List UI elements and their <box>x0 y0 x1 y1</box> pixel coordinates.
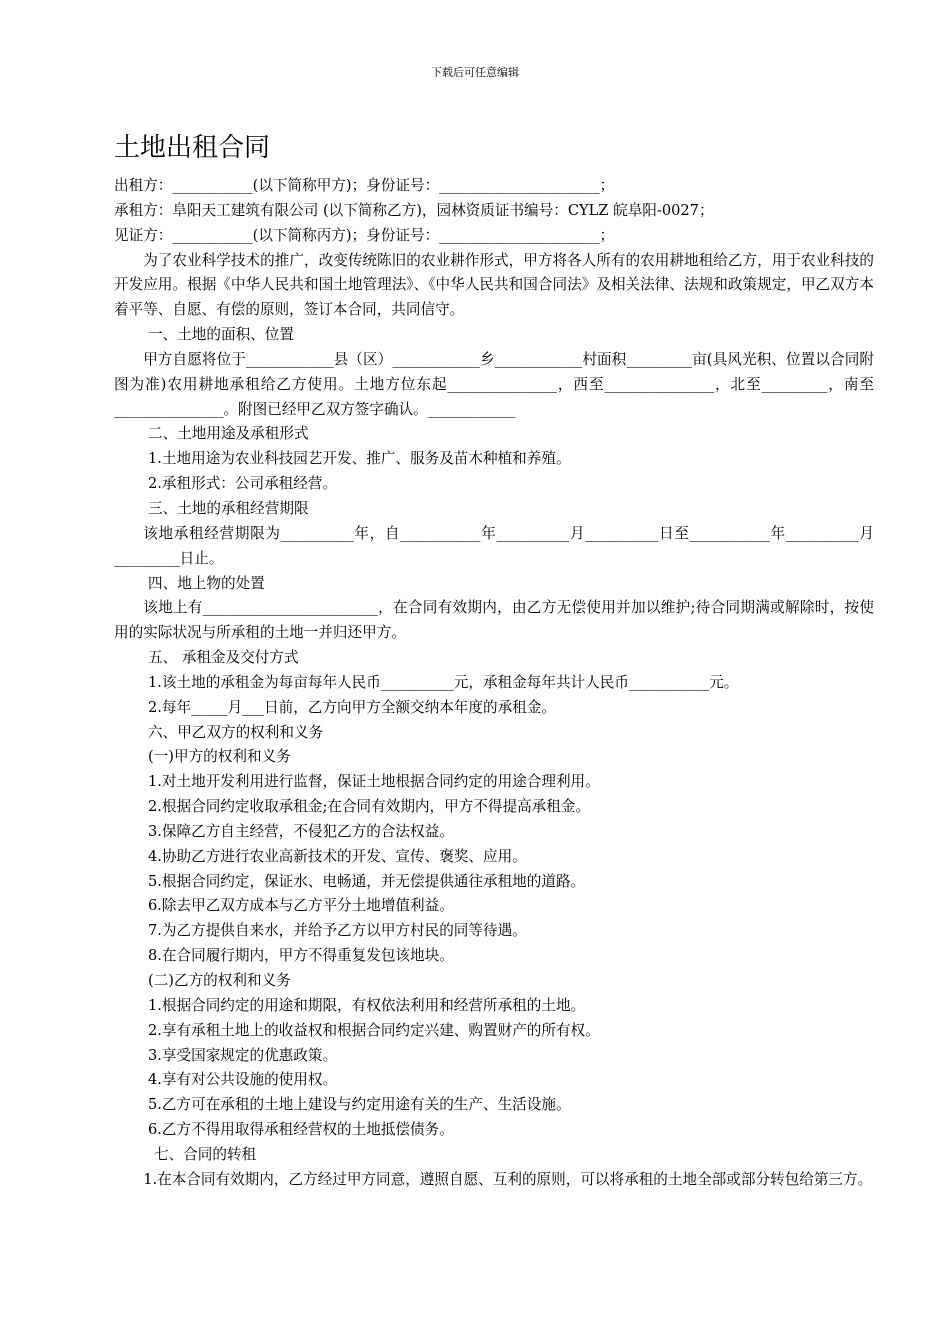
section-paragraph: 甲方自愿将位于____________县（区）____________乡____________村面积_________亩(具风光积、位置以合同附图为准)农用耕地承租给乙方使用。土地方位东起_______________，西至_______________，北至_________，南至_______________。附图已经甲乙双方签字确认。____________ <box>114 350 874 418</box>
clause-item: 2.承租形式：公司承租经营。 <box>148 475 338 493</box>
subsection-heading: (一)甲方的权利和义务 <box>148 748 291 766</box>
section-paragraph: 1.在本合同有效期内，乙方经过甲方同意，遵照自愿、互利的原则，可以将承租的土地全部或部分转包给第三方。 <box>143 1170 873 1188</box>
clause-item: 5.乙方可在承租的土地上建设与约定用途有关的生产、生活设施。 <box>148 1096 571 1114</box>
document-title: 土地出租合同 <box>114 133 271 163</box>
clause-item: 4.协助乙方进行农业高新技术的开发、宣传、褒奖、应用。 <box>148 847 527 865</box>
section-heading: 三、土地的承租经营期限 <box>148 499 309 517</box>
preamble-paragraph: 为了农业科学技术的推广，改变传统陈旧的农业耕作形式，甲方将各人所有的农用耕地租给乙方，用于农业科技的开发应用。根据《中华人民共和国土地管理法》、《中华人民共和国合同法》及相关法律、法规和政策规定，甲乙双方本着平等、自愿、有偿的原则，签订本合同，共同信守。 <box>114 251 874 319</box>
clause-item: 8.在合同履行期内，甲方不得重复发包该地块。 <box>148 947 454 965</box>
section-heading: 一、土地的面积、位置 <box>148 326 294 344</box>
section-paragraph: 该地上有________________________，在合同有效期内，由乙方无偿使用并加以维护;待合同期满或解除时，按使用的实际状况与所承租的土地一并归还甲方。 <box>114 599 874 642</box>
section-heading: 四、地上物的处置 <box>148 574 265 592</box>
section-heading: 六、甲乙双方的权利和义务 <box>148 723 324 741</box>
party-witness: 见证方：___________(以下简称丙方)；身份证号：______________________； <box>114 226 615 244</box>
subsection-heading: (二)乙方的权利和义务 <box>148 972 291 989</box>
clause-item: 6.乙方不得用取得承租经营权的土地抵偿债务。 <box>148 1121 454 1139</box>
clause-item: 1.根据合同约定的用途和期限，有权依法利用和经营所承租的土地。 <box>148 996 586 1014</box>
clause-item: 2.每年_____月___日前，乙方向甲方全额交纳本年度的承租金。 <box>148 698 556 716</box>
clause-item: 7.为乙方提供自来水，并给予乙方以甲方村民的同等待遇。 <box>148 922 527 940</box>
clause-item: 2.根据合同约定收取承租金;在合同有效期内，甲方不得提高承租金。 <box>148 798 591 816</box>
clause-item: 3.享受国家规定的优惠政策。 <box>148 1046 338 1064</box>
clause-item: 4.享有对公共设施的使用权。 <box>148 1071 338 1089</box>
clause-item: 6.除去甲乙双方成本与乙方平分土地增值利益。 <box>148 897 454 915</box>
clause-item: 1.土地用途为农业科技园艺开发、推广、服务及苗木种植和养殖。 <box>148 450 571 468</box>
clause-item: 3.保障乙方自主经营，不侵犯乙方的合法权益。 <box>148 822 454 840</box>
section-heading: 二、土地用途及承租形式 <box>148 425 309 443</box>
clause-item: 1.该土地的承租金为每亩每年人民币__________元，承租金每年共计人民币___________元。 <box>148 673 739 691</box>
document-body <box>114 174 874 1193</box>
page-header-note: 下载后可任意编辑 <box>431 66 519 79</box>
clause-item: 5.根据合同约定，保证水、电畅通，并无偿提供通往承租地的道路。 <box>148 872 586 890</box>
section-heading: 七、合同的转租 <box>154 1145 257 1163</box>
clause-item: 2.享有承租土地上的收益权和根据合同约定兴建、购置财产的所有权。 <box>148 1021 600 1039</box>
party-lessee: 承租方：阜阳天工建筑有限公司 (以下简称乙方)，园林资质证书编号：CYLZ 皖阜阳-0027； <box>114 201 714 219</box>
party-lessor: 出租方：___________(以下简称甲方)；身份证号：______________________； <box>114 177 615 194</box>
clause-item: 1.对土地开发利用进行监督，保证土地根据合同约定的用途合理利用。 <box>148 773 600 791</box>
section-heading: 五、 承租金及交付方式 <box>148 649 299 667</box>
section-paragraph: 该地承租经营期限为__________年，自___________年__________月__________日至___________年__________月_________日止。 <box>114 524 874 567</box>
